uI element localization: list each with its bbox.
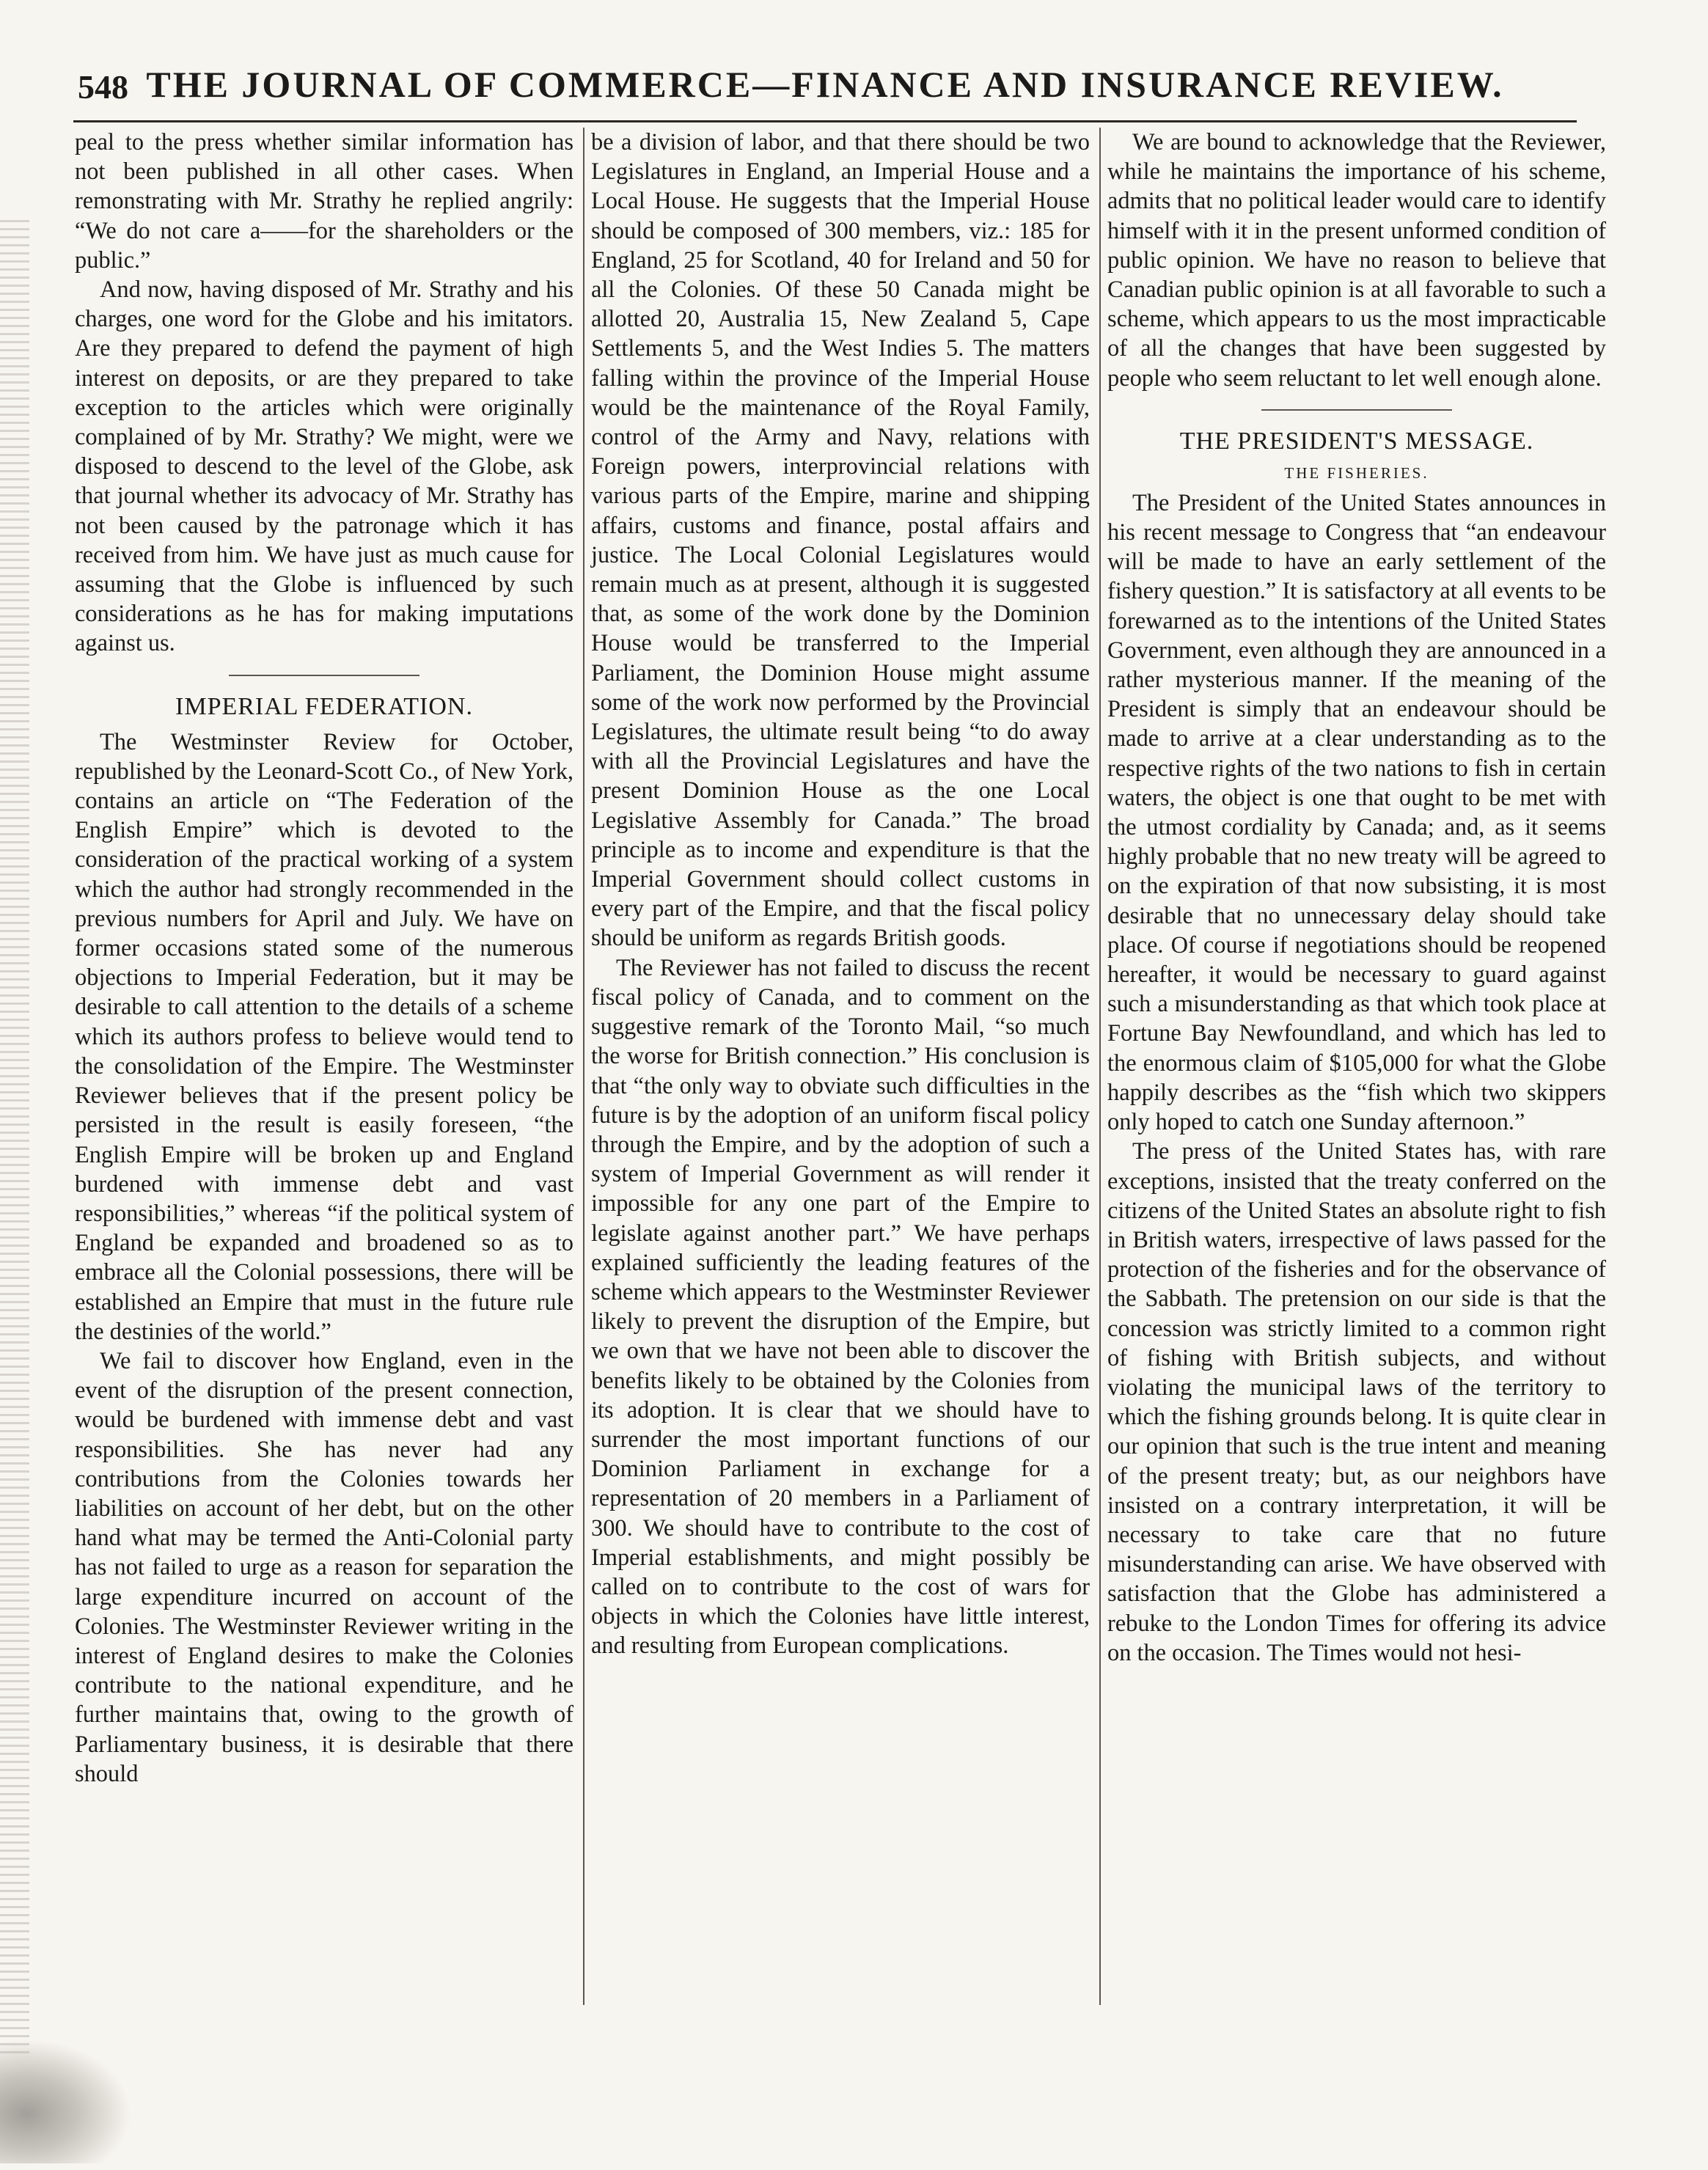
article-subheading-fisheries: THE FISHERIES. [1284, 463, 1429, 482]
section-divider [229, 675, 419, 676]
header-rule [73, 120, 1577, 122]
article-heading-imperial-federation: IMPERIAL FEDERATION. [175, 692, 473, 720]
paragraph: The President of the United States announces in his recent message to Congress that “an endeavour will be made to have an early settlement of the fishery question.” It is satisfactory at all events to be forewarned as to the intentions of the United States Government, even although they are announced in a rather mysterious manner. If the meaning of the President is simply that an endeavour should be made to arrive at a clear understanding as to the respective rights of the two nations to fish in certain waters, the object is one that ought to be met with the utmost cordiality by Canada; and, as it seems highly probable that no new treaty will be agreed to on the expiration of that now subsisting, it is most desirable that no unnecessary delay should take place. Of course if negotiations should be reopened hereafter, it would be necessary to guard against such a misunderstanding as that which took place at Fortune Bay Newfoundland, and which has led to the enormous claim of $105,000 for what the Globe happily describes as the “fish which two skippers only hoped to catch one Sunday afternoon.” [1107, 489, 1607, 1136]
paragraph: The Reviewer has not failed to discuss the recent fiscal policy of Canada, and to comment on the suggestive remark of the Toronto Mail, “so much the worse for British connection.” His conclusion is that “the only way to obviate such difficulties in the future is by the adoption of an uniform fiscal policy through the Empire, and by the adoption of such a system of Imperial Government as will render it impossible for any one part of the Empire to legislate against another part.” We have perhaps explained sufficiently the leading features of the scheme which appears to the Westminster Reviewer likely to prevent the disruption of the Empire, but we own that we have not been able to discover the benefits likely to be obtained by the Colonies from its adoption. It is clear that we should have to surrender the most important functions of our Dominion Parliament in exchange for a representation of 20 members in a Parliament of 300. We should have to contribute to the cost of Imperial establishments, and might possibly be called on to contribute to the cost of wars for objects in which the Colonies have little interest, and resulting from European complications. [591, 954, 1090, 1660]
ink-smudge [0, 2039, 132, 2163]
paragraph: We fail to discover how England, even in the event of the disruption of the present connection, would be burdened with immense debt and vast responsibilities. She has never had any contributions from the Colonies towards her liabilities on account of her debt, but on the other hand what may be termed the Anti-Colonial party has not failed to urge as a reason for separation the large expenditure incurred on account of the Colonies. The Westminster Reviewer writing in the interest of England desires to make the Colonies contribute to the national expenditure, and he further maintains that, owing to the growth of Parliamentary business, it is desirable that there should [75, 1347, 573, 1787]
paragraph: And now, having disposed of Mr. Strathy and his charges, one word for the Globe and his imitators. Are they prepared to defend the payment of high interest on deposits, or are they prepared to take exception to the articles which were originally complained of by Mr. Strathy? We might, were we disposed to descend to the level of the Globe, ask that journal whether its advocacy of Mr. Strathy has not been caused by the patronage which it has received from him. We have just as much cause for assuming that the Globe is influenced by such considerations as he has for making imputations against us. [75, 276, 573, 657]
column-3 [1107, 128, 1606, 1668]
page-header [59, 63, 1591, 122]
paragraph: The Westminster Review for October, republished by the Leonard-Scott Co., of New York, contains an article on “The Federation of the English Empire” which is devoted to the consideration of the practical working of a system which the author had strongly recommended in the previous numbers for April and July. We have on former occasions stated some of the numerous objections to Imperial Federation, but it may be desirable to call attention to the details of a scheme which its authors profess to believe would tend to the consolidation of the Empire. The Westminster Reviewer believes that if the present policy be persisted in the result is easily foreseen, “the English Empire will be broken up and England burdened with immense debt and vast responsibilities,” whereas “if the political system of England be expanded and broadened so as to embrace all the Colonial possessions, there will be established an Empire that must in the future rule the destinies of the world.” [75, 728, 573, 1345]
paragraph: The press of the United States has, with rare exceptions, insisted that the treaty conferred on the citizens of the United States an absolute right to fish in British waters, irrespective of laws passed for the protection of the fisheries and for the observance of the Sabbath. The pretension on our side is that the concession was strictly limited to a common right of fishing with British subjects, and without violating the municipal laws of the territory to which the fishing grounds belong. It is quite clear in our opinion that such is the true intent and meaning of the present treaty; but, as our neighbors have insisted on a contrary interpretation, it will be necessary to take care that no future misunderstanding can arise. We have observed with satisfaction that the Globe has administered a rebuke to the London Times for offering its advice on the occasion. The Times would not hesi- [1107, 1138, 1606, 1666]
paragraph: be a division of labor, and that there should be two Legislatures in England, an Imperial House and a Local House. He suggests that the Imperial House should be composed of 300 members, viz.: 185 for England, 25 for Scotland, 40 for Ireland and 50 for all the Colonies. Of these 50 Canada might be allotted 20, Australia 15, New Zealand 5, Cape Settlements 5, and the West Indies 5. The matters falling within the province of the Imperial House would be the maintenance of the Royal Family, control of the Army and Navy, relations with Foreign powers, interprovincial relations with various parts of the Empire, marine and shipping affairs, customs and finance, postal affairs and justice. The Local Colonial Legislatures would remain much as at present, although it is suggested that, as some of the work done by the Dominion House would be transferred to the Imperial Parliament, the Dominion House might assume some of the work now performed by the Provincial Legislatures, the ultimate result being “to do away with all the Provincial Legislatures and have the present Dominion House as the one Local Legislative Assembly for Canada.” The broad principle as to income and expenditure is that the Imperial Government should collect customs in every part of the Empire, and that the fiscal policy should be uniform as regards British goods. [591, 129, 1090, 952]
article-heading-presidents-message: THE PRESIDENT'S MESSAGE. [1179, 427, 1534, 455]
section-divider [1261, 409, 1452, 411]
column-divider-1 [583, 128, 584, 2005]
paragraph: peal to the press whether similar information has not been published in all other cases. When remonstrating with Mr. Strathy he replied angrily: “We do not care a——for the shareholders or the public.” [75, 129, 573, 274]
journal-title: THE JOURNAL OF COMMERCE—FINANCE AND INSURANCE REVIEW. [146, 64, 1504, 105]
paragraph: We are bound to acknowledge that the Reviewer, while he maintains the importance of his scheme, admits that no political leader would care to identify himself with it in the present unformed condition of public opinion. We have no reason to believe that Canadian public opinion is at all favorable to such a scheme, which appears to us the most impracticable of all the changes that have been suggested by people who seem reluctant to let well enough alone. [1107, 129, 1606, 392]
column-2 [591, 128, 1090, 1661]
page-edge-wear [0, 220, 29, 2053]
column-divider-2 [1099, 128, 1101, 2005]
page-number: 548 [78, 68, 128, 106]
column-1 [75, 128, 573, 1789]
